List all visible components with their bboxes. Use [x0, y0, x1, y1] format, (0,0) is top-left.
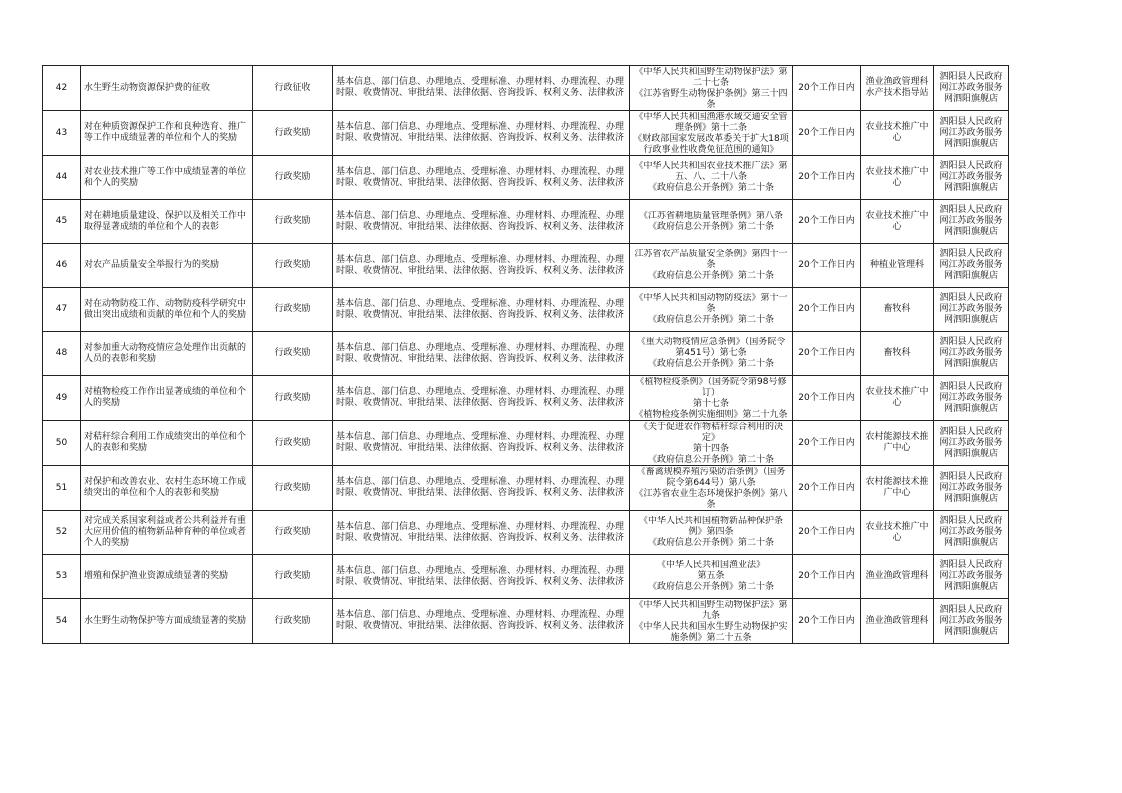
item-name: 对农业技术推广等工作中成绩显著的单位和个人的奖励 — [81, 156, 253, 200]
responsible-department: 农业技术推广中心 — [861, 156, 934, 200]
time-limit: 20个工作日内 — [793, 599, 861, 644]
legal-basis — [630, 332, 793, 376]
responsible-department: 农业技术推广中心 — [861, 376, 934, 421]
legal-basis-line: 《政府信息公开条例》第二十条 — [647, 221, 774, 232]
row-number: 45 — [43, 200, 81, 244]
item-type: 行政奖励 — [253, 288, 333, 332]
row-number: 44 — [43, 156, 81, 200]
table-row — [43, 288, 1009, 332]
legal-basis-line: 《政府信息公开条例》第二十条 — [647, 271, 774, 281]
legal-basis-line: 《中华人民共和国渔业法》 — [656, 560, 765, 570]
legal-basis-line: 《政府信息公开条例》第二十条 — [647, 183, 774, 193]
item-name: 对在耕地质量建设、保护以及相关工作中取得显著成绩的单位和个人的表彰 — [81, 200, 253, 244]
responsible-department: 农村能源技术推广中心 — [861, 421, 934, 466]
legal-basis-line: 《江苏省野生动物保护条例》第三十四条 — [634, 89, 788, 109]
table-row — [43, 332, 1009, 376]
time-limit: 20个工作日内 — [793, 156, 861, 200]
legal-basis-line: 《中华人民共和国野生动物保护法》第九条 — [634, 600, 788, 621]
legal-basis-list — [633, 600, 789, 642]
item-type: 行政奖励 — [253, 421, 333, 466]
responsible-department: 种植业管理科 — [861, 244, 934, 288]
legal-basis-line: 《中华人民共和国动物防疫法》第十一条 — [634, 293, 788, 314]
legal-basis — [630, 421, 793, 466]
time-limit: 20个工作日内 — [793, 111, 861, 156]
legal-basis-line: 《政府信息公开条例》第二十条 — [647, 315, 774, 325]
legal-basis-list — [633, 467, 789, 509]
legal-basis-list — [633, 112, 789, 154]
legal-basis-list — [633, 293, 789, 326]
legal-basis-line: 《政府信息公开条例》第二十条 — [647, 538, 774, 548]
disclosure-content: 基本信息、部门信息、办理地点、受理标准、办理材料、办理流程、办理时限、收费情况、审批结果、法律依据、咨询投诉、权利义务、法律救济 — [333, 288, 630, 332]
disclosure-content: 基本信息、部门信息、办理地点、受理标准、办理材料、办理流程、办理时限、收费情况、审批结果、法律依据、咨询投诉、权利义务、法律救济 — [333, 244, 630, 288]
disclosure-channel: 泗阳县人民政府网江苏政务服务网泗阳旗舰店 — [934, 288, 1009, 332]
responsible-department: 农业技术推广中心 — [861, 511, 934, 555]
legal-basis-line: 《政府信息公开条例》第二十条 — [647, 455, 774, 464]
item-name: 对秸秆综合利用工作成绩突出的单位和个人的表彰和奖励 — [81, 421, 253, 466]
legal-basis-line: 《重大动物疫情应急条例》（国务院令第451号）第七条 — [636, 337, 786, 358]
legal-basis-list — [633, 377, 789, 419]
disclosure-content: 基本信息、部门信息、办理地点、受理标准、办理材料、办理流程、办理时限、收费情况、审批结果、法律依据、咨询投诉、权利义务、法律救济 — [333, 111, 630, 156]
legal-basis-list — [633, 337, 789, 370]
row-number: 53 — [43, 555, 81, 599]
responsible-department: 农业技术推广中心 — [861, 200, 934, 244]
legal-basis — [630, 376, 793, 421]
legal-basis-line: 《政府信息公开条例》第二十条 — [647, 582, 774, 592]
legal-basis-line: 《江苏省耕地质量管理条例》第八条 — [638, 210, 783, 221]
legal-basis — [630, 244, 793, 288]
table-row — [43, 466, 1009, 511]
disclosure-channel: 泗阳县人民政府网江苏政务服务网泗阳旗舰店 — [934, 244, 1009, 288]
row-number: 51 — [43, 466, 81, 511]
time-limit: 20个工作日内 — [793, 332, 861, 376]
table-row — [43, 599, 1009, 644]
disclosure-channel: 泗阳县人民政府网江苏政务服务网泗阳旗舰店 — [934, 466, 1009, 511]
item-name: 水生野生动物资源保护费的征收 — [81, 66, 253, 111]
disclosure-content: 基本信息、部门信息、办理地点、受理标准、办理材料、办理流程、办理时限、收费情况、审批结果、法律依据、咨询投诉、权利义务、法律救济 — [333, 200, 630, 244]
legal-basis-line: 《中华人民共和国野生动物保护法》第二十七条 — [634, 67, 788, 88]
legal-basis-line: 第十四条 — [692, 444, 729, 454]
row-number: 42 — [43, 66, 81, 111]
legal-basis — [630, 111, 793, 156]
disclosure-content: 基本信息、部门信息、办理地点、受理标准、办理材料、办理流程、办理时限、收费情况、审批结果、法律依据、咨询投诉、权利义务、法律救济 — [333, 156, 630, 200]
disclosure-channel: 泗阳县人民政府网江苏政务服务网泗阳旗舰店 — [934, 555, 1009, 599]
disclosure-content: 基本信息、部门信息、办理地点、受理标准、办理材料、办理流程、办理时限、收费情况、审批结果、法律依据、咨询投诉、权利义务、法律救济 — [333, 466, 630, 511]
item-type: 行政奖励 — [253, 599, 333, 644]
legal-basis-line: 第五条 — [697, 571, 725, 581]
item-type: 行政奖励 — [253, 111, 333, 156]
responsible-department: 渔业渔政管理科水产技术指导站 — [861, 66, 934, 111]
row-number: 54 — [43, 599, 81, 644]
table-row — [43, 421, 1009, 466]
disclosure-channel: 泗阳县人民政府网江苏政务服务网泗阳旗舰店 — [934, 66, 1009, 111]
legal-basis — [630, 599, 793, 644]
time-limit: 20个工作日内 — [793, 244, 861, 288]
item-name: 对参加重大动物疫情应急处理作出贡献的人员的表彰和奖励 — [81, 332, 253, 376]
table-row — [43, 200, 1009, 244]
row-number: 48 — [43, 332, 81, 376]
legal-basis — [630, 466, 793, 511]
item-name: 对保护和改善农业、农村生态环境工作成绩突出的单位和个人的表彰和奖励 — [81, 466, 253, 511]
item-name: 对完成关系国家利益或者公共利益并有重大应用价值的植物新品种育种的单位或者个人的奖励 — [81, 511, 253, 555]
legal-basis-list — [633, 67, 789, 109]
legal-basis-line: 《江苏省农业生态环境保护条例》第八条 — [634, 489, 788, 509]
table-row — [43, 66, 1009, 111]
legal-basis — [630, 156, 793, 200]
legal-basis-line: 《财政部国家发展改革委关于扩大18项行政事业性收费免征范围的通知》 — [633, 134, 789, 154]
item-name: 水生野生动物保护等方面成绩显著的奖励 — [81, 599, 253, 644]
row-number: 49 — [43, 376, 81, 421]
table-row — [43, 156, 1009, 200]
item-name: 对农产品质量安全举报行为的奖励 — [81, 244, 253, 288]
disclosure-content: 基本信息、部门信息、办理地点、受理标准、办理材料、办理流程、办理时限、收费情况、审批结果、法律依据、咨询投诉、权利义务、法律救济 — [333, 66, 630, 111]
time-limit: 20个工作日内 — [793, 421, 861, 466]
legal-basis-line: 《植物检疫条例实施细则》第二十九条 — [634, 410, 788, 419]
table-row — [43, 376, 1009, 421]
table-row — [43, 511, 1009, 555]
legal-basis-line: 《植物检疫条例》（国务院令第98号修订） — [635, 377, 787, 398]
row-number: 47 — [43, 288, 81, 332]
time-limit: 20个工作日内 — [793, 376, 861, 421]
legal-basis-line: 《中华人民共和国渔港水域交通安全管理条例》第十二条 — [634, 112, 788, 133]
responsible-department: 渔业渔政管理科 — [861, 599, 934, 644]
item-type: 行政奖励 — [253, 244, 333, 288]
time-limit: 20个工作日内 — [793, 466, 861, 511]
disclosure-channel: 泗阳县人民政府网江苏政务服务网泗阳旗舰店 — [934, 376, 1009, 421]
disclosure-content: 基本信息、部门信息、办理地点、受理标准、办理材料、办理流程、办理时限、收费情况、审批结果、法律依据、咨询投诉、权利义务、法律救济 — [333, 332, 630, 376]
disclosure-channel: 泗阳县人民政府网江苏政务服务网泗阳旗舰店 — [934, 156, 1009, 200]
table-row — [43, 244, 1009, 288]
disclosure-channel: 泗阳县人民政府网江苏政务服务网泗阳旗舰店 — [934, 511, 1009, 555]
time-limit: 20个工作日内 — [793, 66, 861, 111]
responsible-department: 渔业渔政管理科 — [861, 555, 934, 599]
legal-basis-list — [633, 516, 789, 549]
legal-basis-line: 《中华人民共和国农业技术推广法》第五、八、二十八条 — [634, 161, 788, 182]
item-type: 行政奖励 — [253, 156, 333, 200]
item-name: 对植物检疫工作作出显著成绩的单位和个人的奖励 — [81, 376, 253, 421]
item-type: 行政奖励 — [253, 555, 333, 599]
row-number: 52 — [43, 511, 81, 555]
responsible-department: 畜牧科 — [861, 288, 934, 332]
table-row — [43, 555, 1009, 599]
legal-basis — [630, 66, 793, 111]
item-type: 行政奖励 — [253, 200, 333, 244]
legal-basis-list — [633, 249, 789, 282]
legal-basis-line: 《中华人民共和国植物新品种保护条例》第四条 — [638, 516, 783, 537]
legal-basis-list — [633, 211, 789, 233]
item-type: 行政奖励 — [253, 466, 333, 511]
disclosure-content: 基本信息、部门信息、办理地点、受理标准、办理材料、办理流程、办理时限、收费情况、审批结果、法律依据、咨询投诉、权利义务、法律救济 — [333, 421, 630, 466]
item-type: 行政奖励 — [253, 511, 333, 555]
responsible-department: 农村能源技术推广中心 — [861, 466, 934, 511]
disclosure-channel: 泗阳县人民政府网江苏政务服务网泗阳旗舰店 — [934, 200, 1009, 244]
legal-basis — [630, 555, 793, 599]
row-number: 50 — [43, 421, 81, 466]
row-number: 43 — [43, 111, 81, 156]
disclosure-channel: 泗阳县人民政府网江苏政务服务网泗阳旗舰店 — [934, 111, 1009, 156]
row-number: 46 — [43, 244, 81, 288]
disclosure-content: 基本信息、部门信息、办理地点、受理标准、办理材料、办理流程、办理时限、收费情况、审批结果、法律依据、咨询投诉、权利义务、法律救济 — [333, 599, 630, 644]
legal-basis — [630, 200, 793, 244]
time-limit: 20个工作日内 — [793, 511, 861, 555]
legal-basis-line: 《关于促进农作物秸秆综合利用的决定》 — [638, 422, 783, 443]
disclosure-channel: 泗阳县人民政府网江苏政务服务网泗阳旗舰店 — [934, 332, 1009, 376]
time-limit: 20个工作日内 — [793, 288, 861, 332]
responsible-department: 畜牧科 — [861, 332, 934, 376]
item-name: 对在种质资源保护工作和良种选育、推广等工作中成绩显著的单位和个人的奖励 — [81, 111, 253, 156]
item-type: 行政奖励 — [253, 376, 333, 421]
legal-basis-line: 《畜禽规模养殖污染防治条例》（国务院令第644号）第八条 — [636, 467, 786, 488]
table-body — [43, 66, 1009, 644]
legal-basis-list — [633, 422, 789, 464]
legal-basis-line: 《政府信息公开条例》第二十条 — [647, 359, 774, 369]
time-limit: 20个工作日内 — [793, 555, 861, 599]
item-type: 行政奖励 — [253, 332, 333, 376]
legal-basis-line: 《中华人民共和国水生野生动物保护实施条例》第二十五条 — [634, 622, 788, 642]
table-row — [43, 111, 1009, 156]
legal-basis — [630, 288, 793, 332]
time-limit: 20个工作日内 — [793, 200, 861, 244]
disclosure-channel: 泗阳县人民政府网江苏政务服务网泗阳旗舰店 — [934, 599, 1009, 644]
legal-basis-list — [633, 560, 789, 593]
item-type: 行政征收 — [253, 66, 333, 111]
legal-basis-list — [633, 161, 789, 194]
legal-basis-line: 江苏省农产品质量安全条例》第四十一条 — [634, 249, 788, 270]
disclosure-content: 基本信息、部门信息、办理地点、受理标准、办理材料、办理流程、办理时限、收费情况、审批结果、法律依据、咨询投诉、权利义务、法律救济 — [333, 555, 630, 599]
disclosure-table — [42, 65, 1009, 644]
responsible-department: 农业技术推广中心 — [861, 111, 934, 156]
disclosure-content: 基本信息、部门信息、办理地点、受理标准、办理材料、办理流程、办理时限、收费情况、审批结果、法律依据、咨询投诉、权利义务、法律救济 — [333, 376, 630, 421]
legal-basis — [630, 511, 793, 555]
item-name: 增殖和保护渔业资源成绩显著的奖励 — [81, 555, 253, 599]
item-name: 对在动物防疫工作、动物防疫科学研究中做出突出成绩和贡献的单位和个人的奖励 — [81, 288, 253, 332]
legal-basis-line: 第十七条 — [692, 399, 729, 409]
disclosure-content: 基本信息、部门信息、办理地点、受理标准、办理材料、办理流程、办理时限、收费情况、审批结果、法律依据、咨询投诉、权利义务、法律救济 — [333, 511, 630, 555]
disclosure-channel: 泗阳县人民政府网江苏政务服务网泗阳旗舰店 — [934, 421, 1009, 466]
